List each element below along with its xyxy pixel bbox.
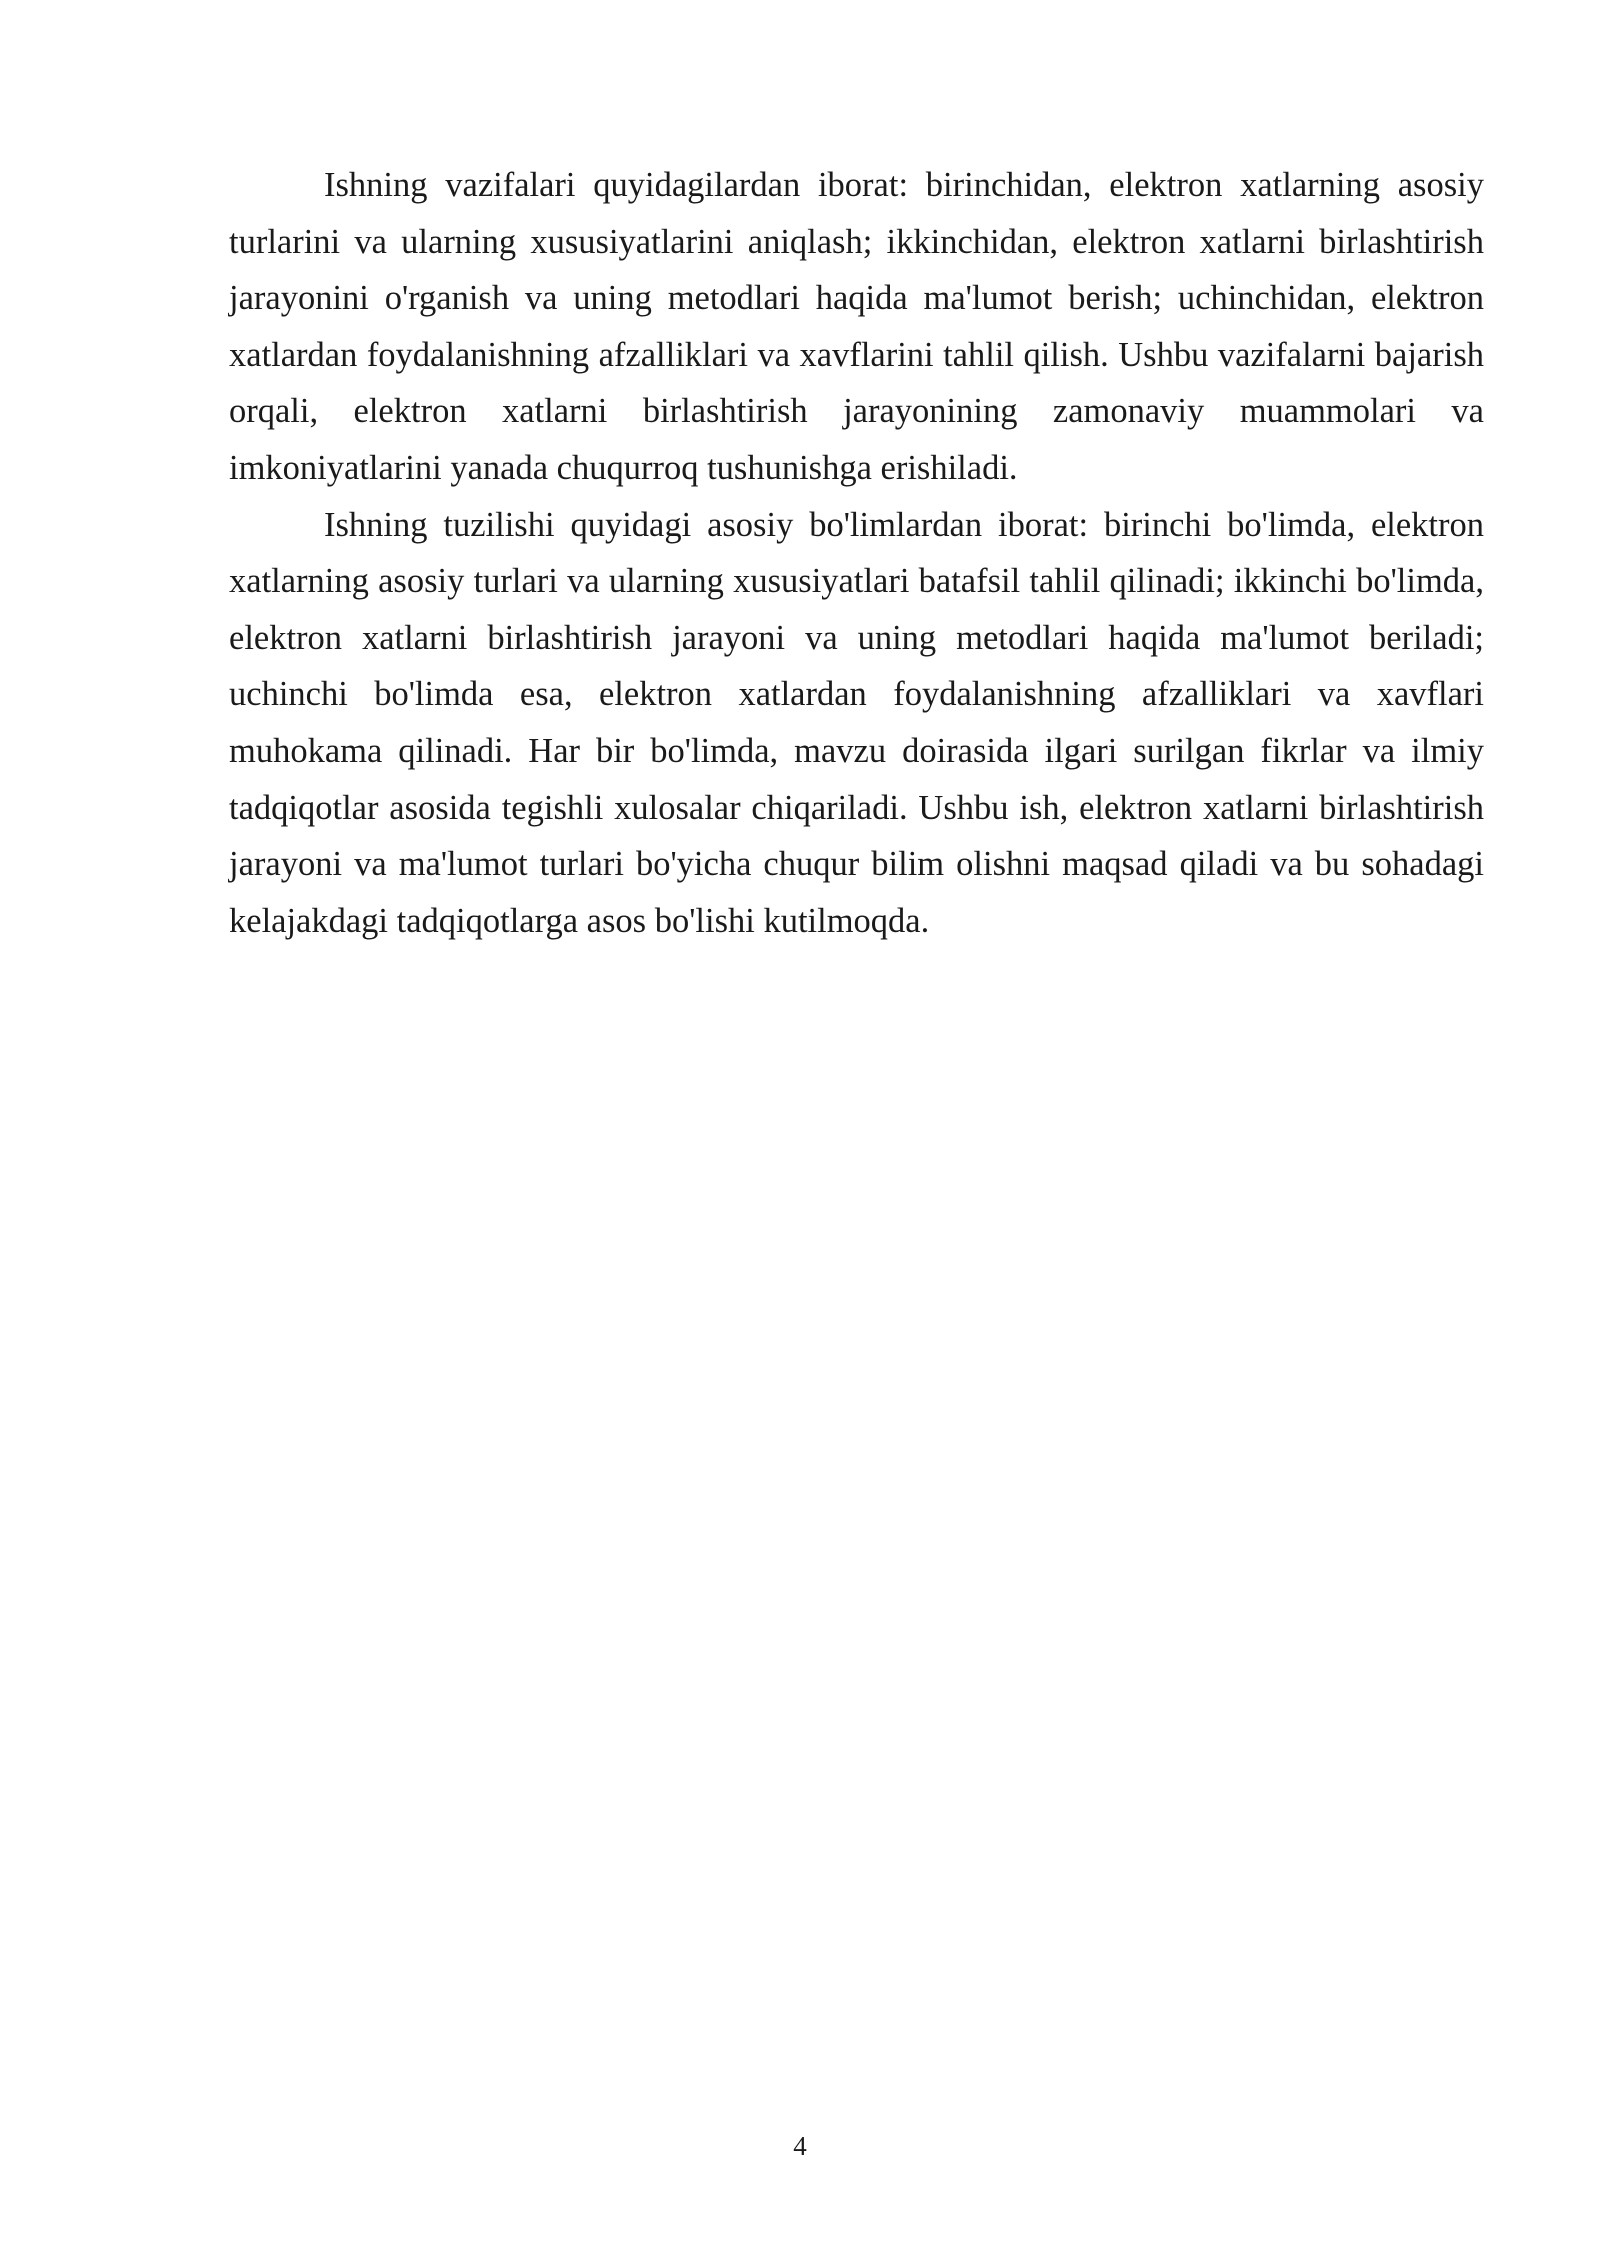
paragraph-structure: Ishning tuzilishi quyidagi asosiy bo'limlardan iborat: birinchi bo'limda, elektron xatlarning asosiy turlari va ularning xususiyatlari batafsil tahlil qilinadi; ikkinchi bo'limda, elektron xatlarni birlashtirish jarayoni va uning metodlari haqida ma'lumot beriladi; uchinchi bo'limda esa, elektron xatlardan foydalanishning afzalliklari va xavflari muhokama qilinadi. Har bir bo'limda, mavzu doirasida ilgari surilgan fikrlar va ilmiy tadqiqotlar asosida tegishli xulosalar chiqariladi. Ushbu ish, elektron xatlarni birlashtirish jarayoni va ma'lumot turlari bo'yicha chuqur bilim olishni maqsad qiladi va bu sohadagi kelajakdagi tadqiqotlarga asos bo'lishi kutilmoqda. — [229, 505, 1484, 940]
paragraph-tasks: Ishning vazifalari quyidagilardan iborat: birinchidan, elektron xatlarning asosiy turlarini va ularning xususiyatlarini aniqlash; ikkinchidan, elektron xatlarni birlashtirish jarayonini o'rganish va uning metodlari haqida ma'lumot berish; uchinchidan, elektron xatlardan foydalanishning afzalliklari va xavflarini tahlil qilish. Ushbu vazifalarni bajarish orqali, elektron xatlarni birlashtirish jarayonining zamonaviy muammolari va imkoniyatlarini yanada chuqurroq tushunishga erishiladi. — [229, 166, 1484, 487]
page-number: 4 — [793, 2131, 807, 2161]
body-text — [229, 157, 1484, 949]
